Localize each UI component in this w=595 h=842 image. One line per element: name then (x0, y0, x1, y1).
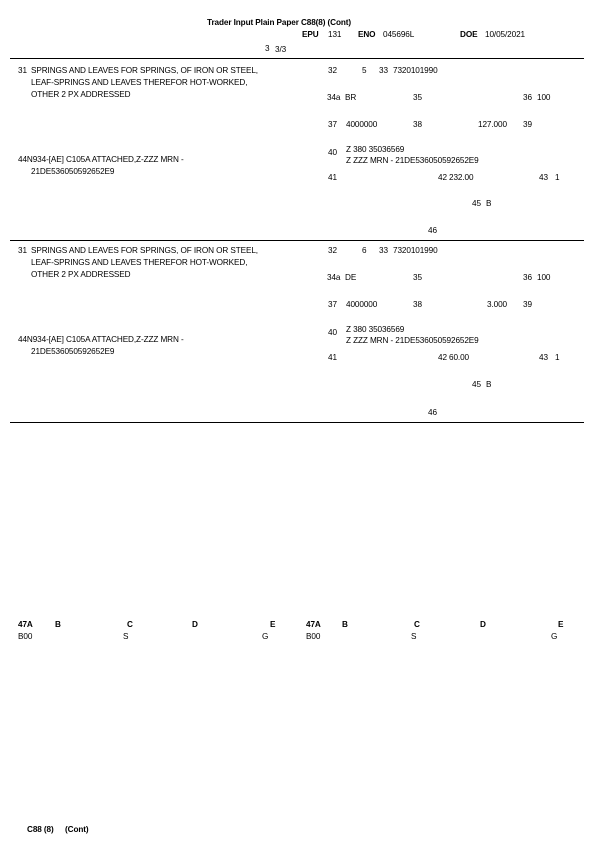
box36-value: 100 (537, 93, 551, 102)
box38-net-mass: 3.000 (487, 300, 507, 309)
box42-item-price: 60.00 (449, 353, 469, 362)
goods-description-line: SPRINGS AND LEAVES FOR SPRINGS, OF IRON OR STEEL, (31, 66, 258, 75)
box40-previous-doc: Z ZZZ MRN - 21DE536050592652E9 (346, 336, 479, 345)
goods-description-line: OTHER 2 PX ADDRESSED (31, 90, 131, 99)
box38-label: 38 (413, 300, 422, 309)
box43-label: 43 (539, 173, 548, 182)
box45-value: B (486, 199, 492, 208)
box46-label: 46 (428, 408, 437, 417)
box47-col-e: E (558, 620, 564, 629)
divider (10, 240, 584, 241)
box46-label: 46 (428, 226, 437, 235)
box47-method: G (551, 632, 558, 641)
box36-label: 36 (523, 93, 532, 102)
box47-method: G (262, 632, 269, 641)
box47-value: S (411, 632, 417, 641)
box34a-label: 34a (327, 273, 341, 282)
box43-label: 43 (539, 353, 548, 362)
box47-col-c: C (127, 620, 133, 629)
box37-label: 37 (328, 120, 337, 129)
box40-previous-doc: Z ZZZ MRN - 21DE536050592652E9 (346, 156, 479, 165)
goods-description-line: OTHER 2 PX ADDRESSED (31, 270, 131, 279)
box47-col-a: 47A (306, 620, 321, 629)
box44-document: 44N934-[AE] C105A ATTACHED,Z-ZZZ MRN - (18, 155, 184, 164)
form-total: 3/3 (275, 45, 287, 54)
box34a-label: 34a (327, 93, 341, 102)
footer-form-code: C88 (8) (27, 825, 54, 834)
doe-label: DOE (460, 30, 478, 39)
box47-col-b: B (55, 620, 61, 629)
box34a-origin: DE (345, 273, 357, 282)
box42-item-price: 232.00 (449, 173, 474, 182)
box39-label: 39 (523, 120, 532, 129)
box35-label: 35 (413, 93, 422, 102)
box33-commodity-code: 7320101990 (393, 246, 438, 255)
box41-label: 41 (328, 353, 337, 362)
box33-label: 33 (379, 66, 388, 75)
box33-commodity-code: 7320101990 (393, 66, 438, 75)
box41-label: 41 (328, 173, 337, 182)
eno-label: ENO (358, 30, 376, 39)
box34a-origin: BR (345, 93, 357, 102)
box32-label: 32 (328, 66, 337, 75)
goods-description-line: LEAF-SPRINGS AND LEAVES THEREFOR HOT-WORKED, (31, 78, 248, 87)
box45-label: 45 (472, 199, 481, 208)
epu-label: EPU (302, 30, 319, 39)
box33-label: 33 (379, 246, 388, 255)
box47-value: S (123, 632, 129, 641)
box37-label: 37 (328, 300, 337, 309)
box37-procedure: 4000000 (346, 120, 378, 129)
box38-net-mass: 127.000 (478, 120, 507, 129)
box35-label: 35 (413, 273, 422, 282)
box37-procedure: 4000000 (346, 300, 378, 309)
divider (10, 58, 584, 59)
box31-number: 31 (18, 66, 27, 75)
box40-label: 40 (328, 328, 337, 337)
box45-value: B (486, 380, 492, 389)
box47-col-c: C (414, 620, 420, 629)
box42-label: 42 (438, 173, 447, 182)
box45-label: 45 (472, 380, 481, 389)
box32-label: 32 (328, 246, 337, 255)
box44-document: 21DE536050592652E9 (31, 167, 115, 176)
box47-col-d: D (480, 620, 486, 629)
box44-document: 21DE536050592652E9 (31, 347, 115, 356)
box47-col-d: D (192, 620, 198, 629)
box38-label: 38 (413, 120, 422, 129)
box43-value: 1 (555, 353, 560, 362)
doe-value: 10/05/2021 (485, 30, 525, 39)
box40-label: 40 (328, 148, 337, 157)
box47-col-e: E (270, 620, 276, 629)
box39-label: 39 (523, 300, 532, 309)
box47-tax-type: B00 (306, 632, 321, 641)
form-number: 3 (265, 44, 270, 53)
box47-tax-type: B00 (18, 632, 33, 641)
footer-cont: (Cont) (65, 825, 89, 834)
box47-col-a: 47A (18, 620, 33, 629)
goods-description-line: LEAF-SPRINGS AND LEAVES THEREFOR HOT-WORKED, (31, 258, 248, 267)
box43-value: 1 (555, 173, 560, 182)
box36-label: 36 (523, 273, 532, 282)
form-title: Trader Input Plain Paper C88(8) (Cont) (207, 18, 352, 27)
box40-previous-doc: Z 380 35036569 (346, 145, 405, 154)
box36-value: 100 (537, 273, 551, 282)
goods-description-line: SPRINGS AND LEAVES FOR SPRINGS, OF IRON OR STEEL, (31, 246, 258, 255)
box32-value: 6 (362, 246, 367, 255)
box42-label: 42 (438, 353, 447, 362)
box32-value: 5 (362, 66, 367, 75)
box44-document: 44N934-[AE] C105A ATTACHED,Z-ZZZ MRN - (18, 335, 184, 344)
divider (10, 422, 584, 423)
box47-col-b: B (342, 620, 348, 629)
epu-value: 131 (328, 30, 342, 39)
eno-value: 045696L (383, 30, 415, 39)
box40-previous-doc: Z 380 35036569 (346, 325, 405, 334)
box31-number: 31 (18, 246, 27, 255)
